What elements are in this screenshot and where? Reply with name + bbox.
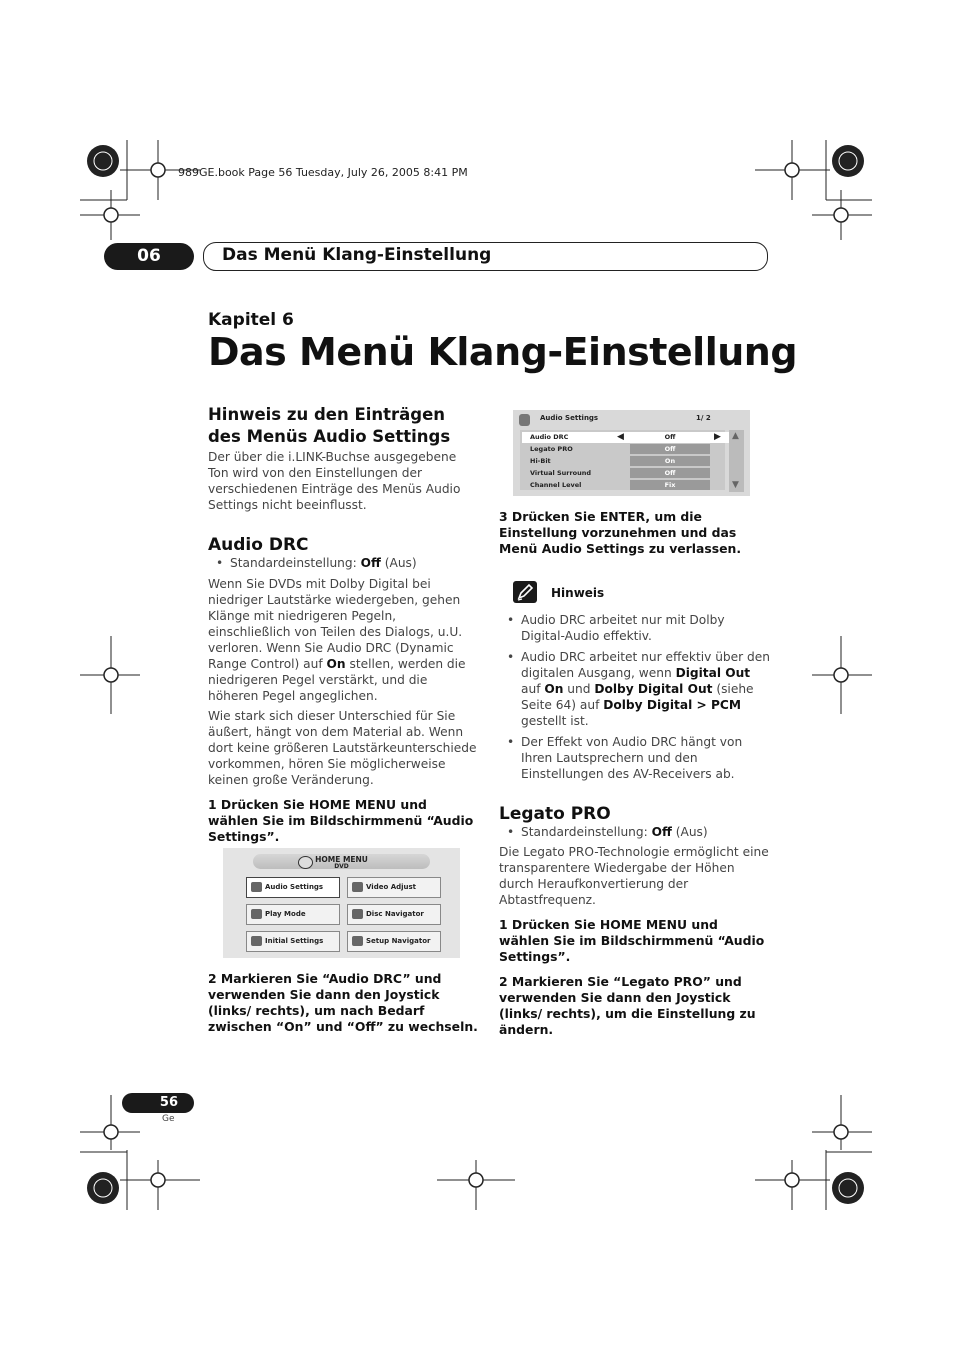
scroll-up-icon[interactable]: ▲ bbox=[732, 431, 739, 441]
step-1-right: 1 Drücken Sie HOME MENU und wählen Sie im Bildschirmmenü “Audio Settings”. bbox=[499, 917, 765, 964]
section-audio-drc bbox=[208, 535, 478, 845]
step-3-right: 3 Drücken Sie ENTER, um die Einstellung vorzunehmen und das Menü Audio Settings zu verlassen. bbox=[499, 509, 742, 556]
file-header: 989GE.book Page 56 Tuesday, July 26, 2005 8:41 PM bbox=[178, 166, 468, 179]
arrow-right-icon[interactable]: ▶ bbox=[714, 432, 721, 442]
page-title: Das Menü Klang-Einstellung bbox=[208, 330, 798, 374]
chapter-title-bar bbox=[203, 242, 768, 271]
pencil-note-icon bbox=[513, 581, 537, 603]
step-2-left: 2 Markieren Sie “Audio DRC” und verwenden Sie dann den Joystick (links/ rechts), um nach Bedarf zwischen “On” und “Off” zu wechseln. bbox=[208, 971, 478, 1034]
menu-button-video-adjust[interactable]: Video Adjust bbox=[347, 877, 441, 898]
home-menu-title: HOME MENU bbox=[315, 855, 368, 864]
menu-button-play-mode[interactable]: Play Mode bbox=[246, 904, 340, 925]
heading-hinweis: Hinweis zu den Einträgen des Menüs Audio Settings bbox=[208, 405, 451, 446]
settings-icon bbox=[251, 936, 262, 946]
menu-button-initial-settings[interactable]: Initial Settings bbox=[246, 931, 340, 952]
audio-settings-title: Audio Settings bbox=[540, 414, 599, 422]
note-label: Hinweis bbox=[551, 586, 605, 600]
scroll-down-icon[interactable]: ▼ bbox=[732, 480, 739, 490]
step-2-left-block bbox=[208, 971, 478, 1035]
setting-row-legato-pro[interactable]: Legato PRO Off bbox=[522, 444, 730, 455]
heading-legato-pro: Legato PRO bbox=[499, 804, 611, 824]
paragraph-audio-drc-1: Wenn Sie DVDs mit Dolby Digital bei niedriger Lautstärke wiedergeben, gehen Klänge mit niedrigeren Pegeln, einschließlich von Teilen des Dialogs, u.U. verloren. Wenn Sie Audio DRC (Dynamic Range Control) auf On stellen, werden die niedrigeren Pegel verstärkt, und die höheren Pegel angeglichen. bbox=[208, 577, 466, 703]
scrollbar[interactable] bbox=[729, 430, 744, 492]
speaker-icon bbox=[519, 414, 530, 426]
chapter-number-badge: 06 bbox=[104, 243, 194, 270]
audio-settings-screenshot bbox=[513, 410, 750, 496]
arrow-left-icon[interactable]: ◀ bbox=[617, 432, 624, 442]
heading-audio-drc: Audio DRC bbox=[208, 535, 309, 555]
setting-row-channel-level[interactable]: Channel Level Fix bbox=[522, 480, 730, 491]
play-icon bbox=[251, 909, 262, 919]
note-item-2: • Audio DRC arbeitet nur effektiv über den digitalen Ausgang, wenn Digital Out auf On und Dolby Digital Out (siehe Seite 64) auf Dolby Digital > PCM gestellt ist. bbox=[499, 649, 771, 729]
paragraph-hinweis: Der über die i.LINK-Buchse ausgegebene Ton wird von den Einstellungen der verschiedenen Einträge des Menüs Audio Settings nicht beeinflusst. bbox=[208, 450, 461, 512]
note-item-3: • Der Effekt von Audio DRC hängt von Ihren Lautsprechern und den Einstellungen des AV-Receivers ab. bbox=[499, 734, 771, 782]
paragraph-audio-drc-2: Wie stark sich dieser Unterschied für Sie äußert, hängt von dem Material ab. Wenn dort keine größeren Lautstärkeunterschiede vorkommen, hören Sie möglicherweise keinen große Veränderung. bbox=[208, 709, 477, 787]
note-item-1: • Audio DRC arbeitet nur mit Dolby Digital-Audio effektiv. bbox=[499, 612, 771, 644]
kapitel-label: Kapitel 6 bbox=[208, 310, 294, 330]
menu-button-setup-navigator[interactable]: Setup Navigator bbox=[347, 931, 441, 952]
paragraph-legato-pro: Die Legato PRO-Technologie ermöglicht eine transparentere Wiedergabe der Höhen durch Heraufkonvertierung der Abtastfrequenz. bbox=[499, 845, 769, 907]
speaker-icon bbox=[251, 882, 262, 892]
list-item: • Standardeinstellung: Off (Aus) bbox=[499, 824, 769, 840]
list-item: • Standardeinstellung: Off (Aus) bbox=[208, 555, 478, 571]
setting-row-virtual-surround[interactable]: Virtual Surround Off bbox=[522, 468, 730, 479]
setting-row-audio-drc[interactable]: Audio DRC ◀ Off ▶ bbox=[522, 432, 730, 443]
chapter-title: Das Menü Klang-Einstellung bbox=[222, 245, 492, 265]
step-1-left: 1 Drücken Sie HOME MENU und wählen Sie im Bildschirmmenü “Audio Settings”. bbox=[208, 797, 474, 844]
video-icon bbox=[352, 882, 363, 892]
section-legato-pro bbox=[499, 804, 769, 1038]
menu-button-audio-settings[interactable]: Audio Settings bbox=[246, 877, 340, 898]
language-code: Ge bbox=[162, 1114, 175, 1124]
disc-navigator-icon bbox=[352, 909, 363, 919]
disc-icon bbox=[298, 856, 313, 869]
left-column bbox=[208, 404, 478, 513]
setting-row-hi-bit[interactable]: Hi-Bit On bbox=[522, 456, 730, 467]
navigator-icon bbox=[352, 936, 363, 946]
step-2-right: 2 Markieren Sie “Legato PRO” und verwenden Sie dann den Joystick (links/ rechts), um die Einstellung zu ändern. bbox=[499, 974, 756, 1037]
home-menu-subtitle: DVD bbox=[334, 863, 349, 870]
menu-button-disc-navigator[interactable]: Disc Navigator bbox=[347, 904, 441, 925]
home-menu-screenshot bbox=[223, 848, 460, 958]
page-indicator: 1/ 2 bbox=[696, 414, 711, 422]
page-number: 56 bbox=[122, 1093, 194, 1113]
notes-list bbox=[499, 612, 771, 782]
step-3-block bbox=[499, 509, 769, 557]
